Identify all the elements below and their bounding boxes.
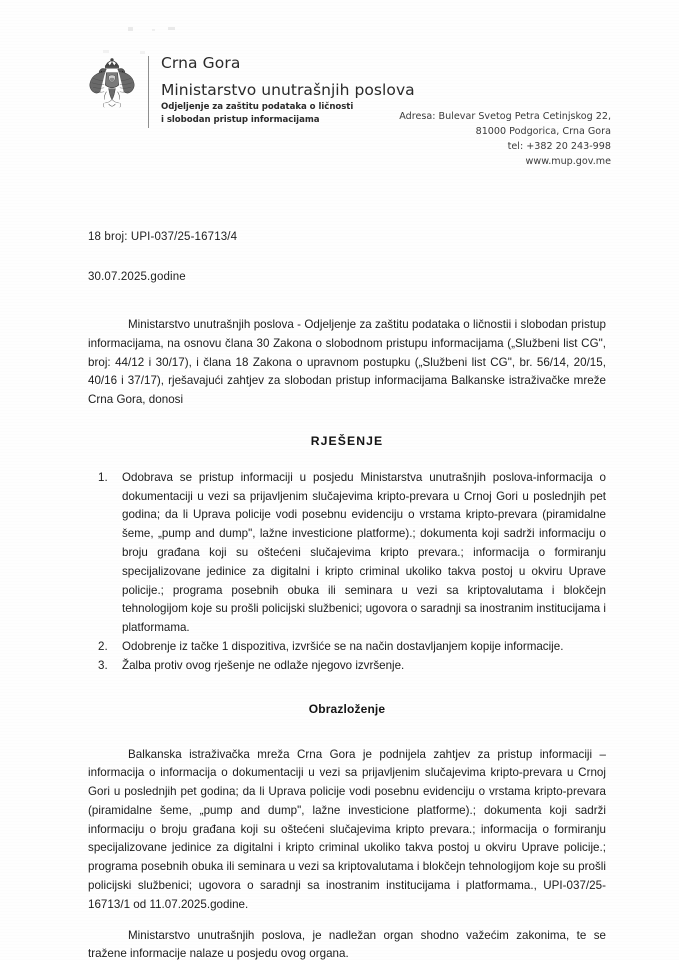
address-line-street: Adresa: Bulevar Svetog Petra Cetinjskog 22,	[399, 111, 611, 122]
letterhead-divider	[148, 56, 149, 128]
address-line-city: 81000 Podgorica, Crna Gora	[475, 125, 611, 137]
ministry-name: Ministarstvo unutrašnjih poslova	[161, 80, 415, 99]
address-block	[399, 110, 611, 169]
organization-block	[161, 54, 415, 127]
dispositiv-item: Odobrenje iz tačke 1 dispozitiva, izvršiće se na način dostavljanjem kopije informacije.	[122, 639, 564, 653]
explanation-paragraph-2: Ministarstvo unutrašnjih poslova, je nadležan organ shodno važećim zakonima, te se tražene informacije nalaze u posjedu ovog organa.	[88, 928, 606, 961]
scan-artifact	[152, 29, 155, 31]
address-line-phone: tel: +382 20 243-998	[507, 140, 611, 152]
department-name-line2: i slobodan pristup informacijama	[161, 115, 320, 126]
explanation-heading: Obrazloženje	[308, 701, 386, 716]
document-date: 30.07.2025.godine	[88, 271, 186, 283]
scan-artifact	[103, 50, 109, 53]
scan-artifact	[128, 27, 133, 31]
country-name: Crna Gora	[161, 54, 241, 72]
address-line-website: www.mup.gov.me	[525, 155, 611, 167]
letterhead	[84, 54, 415, 130]
dispositiv-item: Odobrava se pristup informaciji u posjedu Ministarstva unutrašnjih poslova-informacija o dokumentaciji u vezi sa prijavljenim slučajevima kripto-prevara u Crnoj Gori u poslednjih pet godina; da li Uprava policije vodi posebnu evidenciju o vrstama kripto-prevara (piramidalne šeme, „pump and dump", lažne investicione platforme).; dokumenta koji sadrži informaciju o broju građana koji su oštećeni slučajevima kripto prevara.; informacija o formiranju specijalizovane jedinice za digitalni i kripto criminal ukoliko takva postoj u okviru Uprave policije.; programa posebnih obuka ili seminara u vezi sa kriptovalutama i blokčejn tehnologijom koje su prošli policijski službenici; ugovora o saradnji sa inostranim institucijama i platformama.	[122, 470, 606, 635]
department-name-line1: Odjeljenje za zaštitu podataka o ličnosti	[161, 101, 354, 112]
montenegro-coat-of-arms-icon	[84, 56, 140, 114]
dispositiv-list	[88, 469, 606, 676]
document-number: 18 broj: UPI-037/25-16713/4	[88, 231, 238, 243]
decision-heading: RJEŠENJE	[310, 433, 384, 448]
explanation-paragraph-1: Balkanska istraživačka mreža Crna Gora je podnijela zahtjev za pristup informaciji – informacija o informacija o dokumentaciji u vezi sa prijavljenim slučajevima kripto-prevara u Crnoj Gori u poslednjih pet godina; da li Uprava policije vodi posebnu evidenciju o vrstama kripto-prevara (piramidalne šeme, „pump and dump", lažne investicione platforme).; dokumenta koji sadrži informaciju o broju građana koji su oštećeni slučajevima kripto prevara.; informacija o formiranju specijalizovane jedinice za digitalni i kripto criminal ukoliko takva postoj u okviru Uprave policije.; programa posebnih obuka ili seminara u vezi sa kriptovalutama i blokčejn tehnologijom koje su prošli policijski službenici; ugovora o saradnji sa inostranim institucijama i platformama., UPI-037/25-16713/1 od 11.07.2025.godine.	[88, 747, 606, 911]
dispositiv-item: Žalba protiv ovog rješenje ne odlaže njegovo izvršenje.	[122, 658, 405, 672]
scan-artifact	[168, 27, 175, 30]
intro-paragraph: Ministarstvo unutrašnjih poslova - Odjeljenje za zaštitu podataka o ličnostii i slobodan pristup informacijama, na osnovu člana 30 Zakona o slobodnom pristupu informacijama („Službeni list CG", broj: 44/12 i 30/17), i člana 18 Zakona o upravnom postupku („Službeni list CG", br. 56/14, 20/15, 40/16 i 37/17), rješavajući zahtjev za slobodan pristup informacijama Balkanske istraživačke mreže Crna Gora, donosi	[88, 318, 606, 407]
document-body	[88, 316, 606, 964]
